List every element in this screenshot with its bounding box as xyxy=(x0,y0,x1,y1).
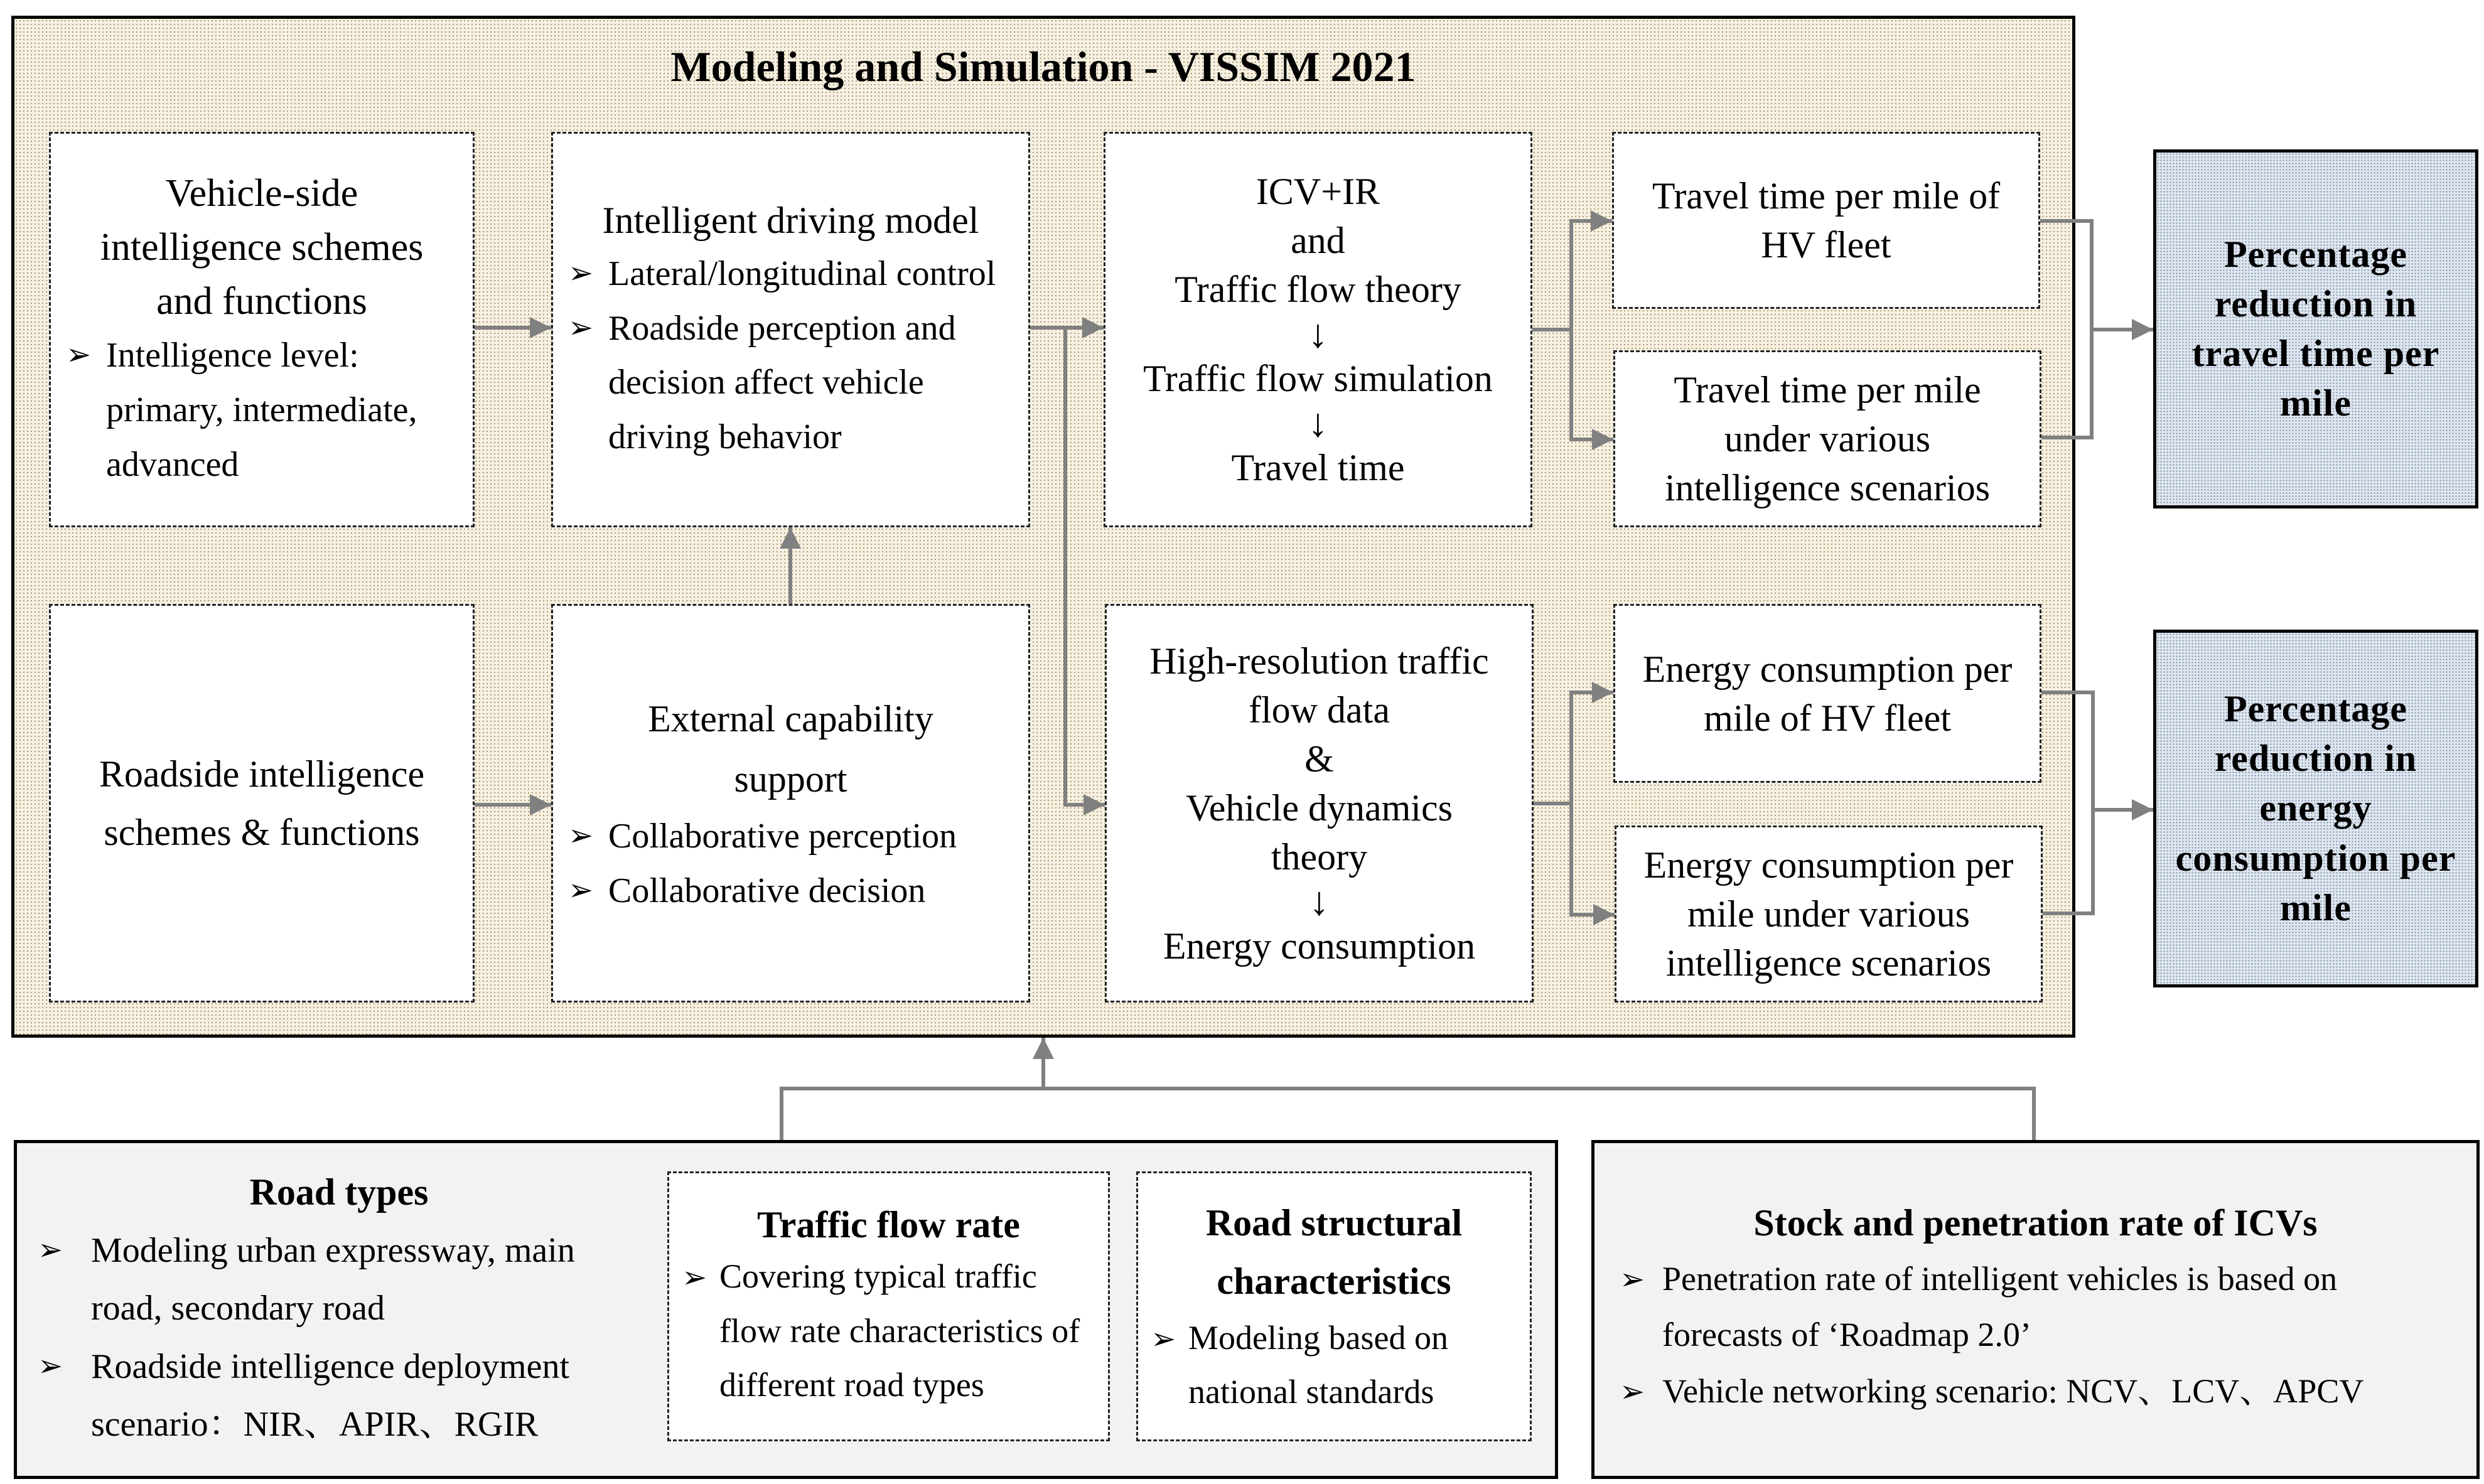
down-arrow-icon: ↓ xyxy=(1308,401,1328,445)
road-structural-title: Road structural characteristics xyxy=(1205,1202,1463,1302)
bullet-text: Vehicle networking scenario: NCV、LCV、APCV xyxy=(1662,1372,2364,1410)
bullet-arrow-icon: ➢ xyxy=(1620,1375,1645,1409)
travel-hv-fleet-box xyxy=(1612,132,2040,309)
energy-theory-line-2: flow data xyxy=(1249,689,1390,731)
bullet-arrow-icon: ➢ xyxy=(1620,1263,1645,1297)
vehicle-side-title-1: Vehicle-side xyxy=(165,172,358,215)
bullet-arrow-icon: ➢ xyxy=(682,1261,707,1295)
energy-hv-fleet-text: Energy consumption per mile of HV fleet xyxy=(1642,648,2013,739)
energy-reduction-box xyxy=(2153,630,2478,987)
bullet-text: Lateral/longitudinal control xyxy=(608,254,996,293)
bullet-arrow-icon: ➢ xyxy=(1151,1322,1176,1356)
vehicle-side-box xyxy=(49,132,475,527)
travel-scenarios-box xyxy=(1613,350,2041,527)
roadside-intelligence-box xyxy=(49,604,475,1003)
vehicle-side-title-3: and functions xyxy=(156,279,367,323)
bullet-text: Roadside intelligence deployment scenario：NIR、APIR、RGIR xyxy=(91,1347,570,1444)
energy-theory-line-3: & xyxy=(1304,738,1334,780)
energy-theory-line-1: High-resolution traffic xyxy=(1149,640,1489,682)
energy-hv-fleet-box xyxy=(1613,604,2041,783)
icv-stock-bullet-1 xyxy=(1620,1251,2451,1363)
energy-theory-line-5: theory xyxy=(1271,836,1368,878)
traffic-flow-rate-box xyxy=(667,1171,1110,1441)
travel-time-reduction-box xyxy=(2153,149,2478,508)
bullet-text: Roadside perception and decision affect vehicle driving behavior xyxy=(608,308,956,457)
bullet-text: Covering typical traffic flow rate characteristics of different road types xyxy=(719,1257,1080,1404)
energy-scenarios-box xyxy=(1615,825,2043,1003)
travel-theory-line-1: ICV+IR xyxy=(1255,171,1380,212)
main-title: Modeling and Simulation - VISSIM 2021 xyxy=(670,43,1416,90)
vehicle-side-bullet xyxy=(66,328,458,492)
road-types-bullet-1 xyxy=(38,1222,640,1338)
energy-theory-line-7: Energy consumption xyxy=(1163,925,1476,967)
vehicle-side-title-2: intelligence schemes xyxy=(100,226,424,269)
external-title-1: External capability xyxy=(648,697,933,739)
external-bullet-2 xyxy=(568,864,1013,918)
driving-model-title: Intelligent driving model xyxy=(602,200,979,241)
bullet-arrow-icon: ➢ xyxy=(38,1349,63,1383)
bullet-text: Modeling urban expressway, main road, secondary road xyxy=(91,1231,575,1328)
road-structural-bullet xyxy=(1151,1311,1517,1419)
driving-model-bullet-2 xyxy=(568,301,1013,465)
bullet-text: Modeling based on national standards xyxy=(1188,1318,1448,1411)
icv-stock-container xyxy=(1591,1140,2480,1479)
road-types-bullet-2 xyxy=(38,1338,640,1454)
bullet-arrow-icon: ➢ xyxy=(38,1234,63,1267)
traffic-flow-rate-bullet xyxy=(682,1249,1095,1412)
bullet-text: Intelligence level: primary, intermediate, advanced xyxy=(106,336,417,484)
traffic-flow-rate-title: Traffic flow rate xyxy=(757,1204,1020,1246)
external-bullet-1 xyxy=(568,809,1013,864)
roadside-title-2: schemes & functions xyxy=(104,811,420,853)
external-capability-box xyxy=(551,604,1030,1003)
icv-stock-bullet-2 xyxy=(1620,1363,2451,1421)
roadside-title-1: Roadside intelligence xyxy=(99,753,425,795)
travel-theory-line-7: Travel time xyxy=(1231,447,1405,488)
down-arrow-icon: ↓ xyxy=(1308,311,1328,356)
travel-time-reduction-text: Percentage reduction in travel time per mile xyxy=(2191,233,2440,424)
bullet-arrow-icon: ➢ xyxy=(568,819,594,852)
bullet-text: Collaborative perception xyxy=(608,816,957,856)
road-types-section xyxy=(38,1168,640,1463)
bullet-arrow-icon: ➢ xyxy=(66,338,92,372)
bullet-text: Penetration rate of intelligent vehicles is based on forecasts of ‘Roadmap 2.0’ xyxy=(1662,1260,2338,1354)
travel-hv-fleet-text: Travel time per mile of HV fleet xyxy=(1652,175,2001,266)
travel-theory-line-2: and xyxy=(1291,220,1345,261)
icv-stock-title: Stock and penetration rate of ICVs xyxy=(1753,1202,2318,1244)
travel-theory-line-5: Traffic flow simulation xyxy=(1143,358,1493,399)
bullet-arrow-icon: ➢ xyxy=(568,256,594,290)
road-structural-box xyxy=(1136,1171,1532,1441)
bullet-text: Collaborative decision xyxy=(608,871,926,910)
energy-reduction-text: Percentage reduction in energy consumption per mile xyxy=(2175,688,2456,928)
energy-theory-line-4: Vehicle dynamics xyxy=(1186,787,1453,829)
travel-theory-box xyxy=(1104,132,1532,527)
external-title-2: support xyxy=(734,758,847,800)
travel-scenarios-text: Travel time per mile under various intelligence scenarios xyxy=(1664,369,1991,508)
driving-model-bullet-1 xyxy=(568,247,1013,301)
road-types-title: Road types xyxy=(249,1171,429,1213)
bullet-arrow-icon: ➢ xyxy=(568,311,594,345)
travel-theory-line-3: Traffic flow theory xyxy=(1175,269,1461,310)
energy-theory-box xyxy=(1105,604,1534,1003)
energy-scenarios-text: Energy consumption per mile under various intelligence scenarios xyxy=(1643,844,2014,984)
down-arrow-icon: ↓ xyxy=(1309,878,1330,923)
bullet-arrow-icon: ➢ xyxy=(568,873,594,907)
driving-model-box xyxy=(551,132,1030,527)
